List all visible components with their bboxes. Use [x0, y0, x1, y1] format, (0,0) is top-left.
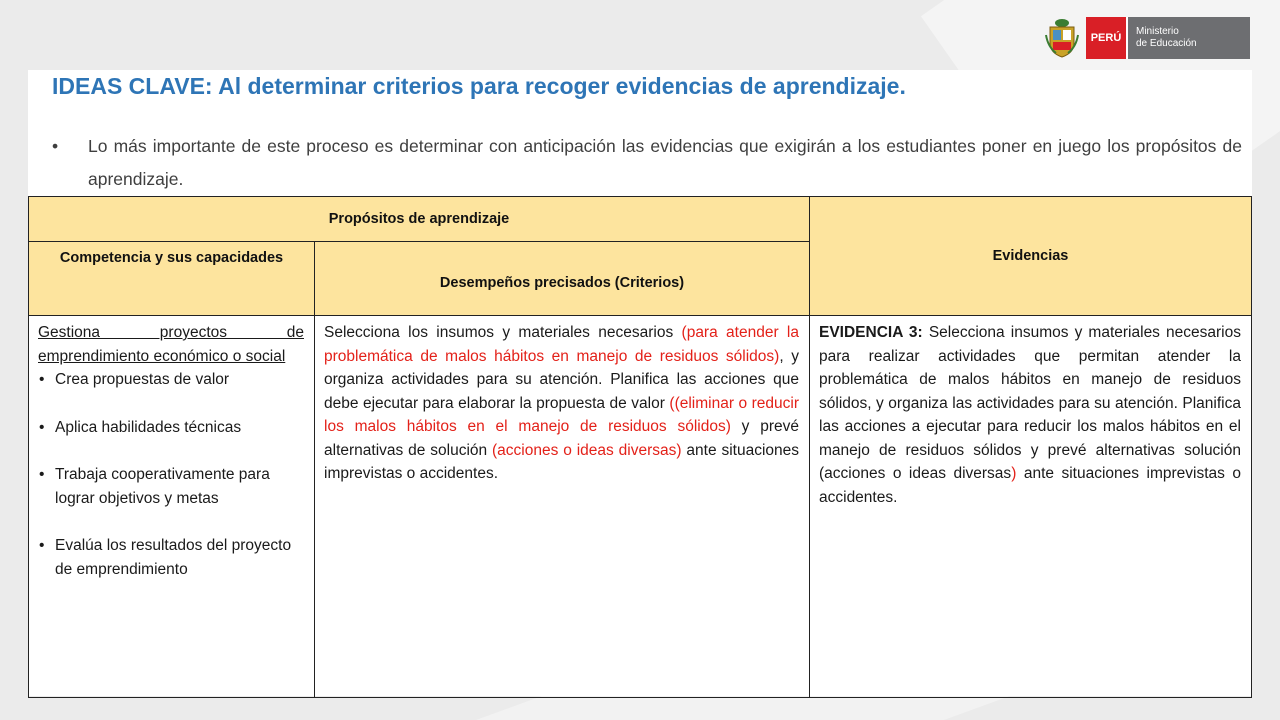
evidence-highlight: )	[1011, 465, 1017, 482]
ministry-line-2: de Educación	[1136, 38, 1197, 49]
ministry-label	[1126, 17, 1250, 59]
header-learning-purposes: Propósitos de aprendizaje	[29, 197, 810, 242]
criteria-table	[28, 196, 1252, 698]
slide-title: IDEAS CLAVE: Al determinar criterios para recoger evidencias de aprendizaje.	[52, 73, 906, 99]
evidence-cell	[810, 316, 1252, 698]
bullet-dot: •	[52, 136, 59, 156]
key-idea-bullet	[52, 130, 1242, 196]
capacity-item: • Trabaja cooperativamente para lograr objetivos y metas	[38, 463, 304, 510]
capacity-item: • Evalúa los resultados del proyecto de emprendimiento	[38, 534, 304, 581]
evidence-label: EVIDENCIA 3:	[819, 324, 923, 341]
peru-label: PERÚ	[1086, 17, 1126, 59]
header-performances: Desempeños precisados (Criterios)	[315, 242, 810, 316]
performance-text: y prevé alternativas de solución	[324, 418, 799, 459]
evidence-text: Selecciona insumos y materiales necesarios para realizar actividades que permitan atender la problemática de malos hábitos en manejo de residuos sólidos, y organiza las actividades para su atención. Planifica las acciones a ejecutar para reducir los malos hábitos en el manejo de residuos sólidos y prevé alternativas solución (acciones o ideas diversas	[819, 324, 1241, 482]
minedu-logo	[1044, 17, 1250, 59]
competence-title: Gestiona proyectos de emprendimiento económico o social	[38, 324, 304, 365]
performance-text: Selecciona los insumos y materiales necesarios	[324, 324, 682, 341]
performance-highlight: (para atender la problemática de malos hábitos en manejo de residuos sólidos)	[324, 324, 800, 365]
competence-cell	[29, 316, 315, 698]
performance-highlight: ((eliminar o reducir los malos hábitos en el manejo de residuos sólidos)	[324, 394, 800, 435]
capacity-item: • Crea propuestas de valor	[38, 368, 304, 392]
header-competence: Competencia y sus capacidades	[29, 242, 315, 316]
performance-text: ante situaciones imprevistas o accidentes.	[324, 441, 800, 482]
coat-of-arms-icon	[1044, 17, 1080, 59]
performance-cell	[315, 316, 810, 698]
performance-text: , y organiza actividades para su atención. Planifica las acciones que debe ejecutar para elaborar la propuesta de valor	[324, 347, 799, 412]
performance-highlight: (acciones o ideas diversas)	[492, 441, 682, 459]
capacity-item: • Aplica habilidades técnicas	[38, 416, 304, 440]
evidence-text: ante situaciones imprevistas o accidentes.	[819, 465, 1242, 506]
bullet-text: Lo más importante de este proceso es determinar con anticipación las evidencias que exigirán a los estudiantes poner en juego los propósitos de aprendizaje.	[88, 136, 1242, 189]
ministry-line-1: Ministerio	[1136, 26, 1179, 37]
header-evidence: Evidencias	[810, 197, 1252, 316]
capacities-list	[38, 368, 304, 581]
